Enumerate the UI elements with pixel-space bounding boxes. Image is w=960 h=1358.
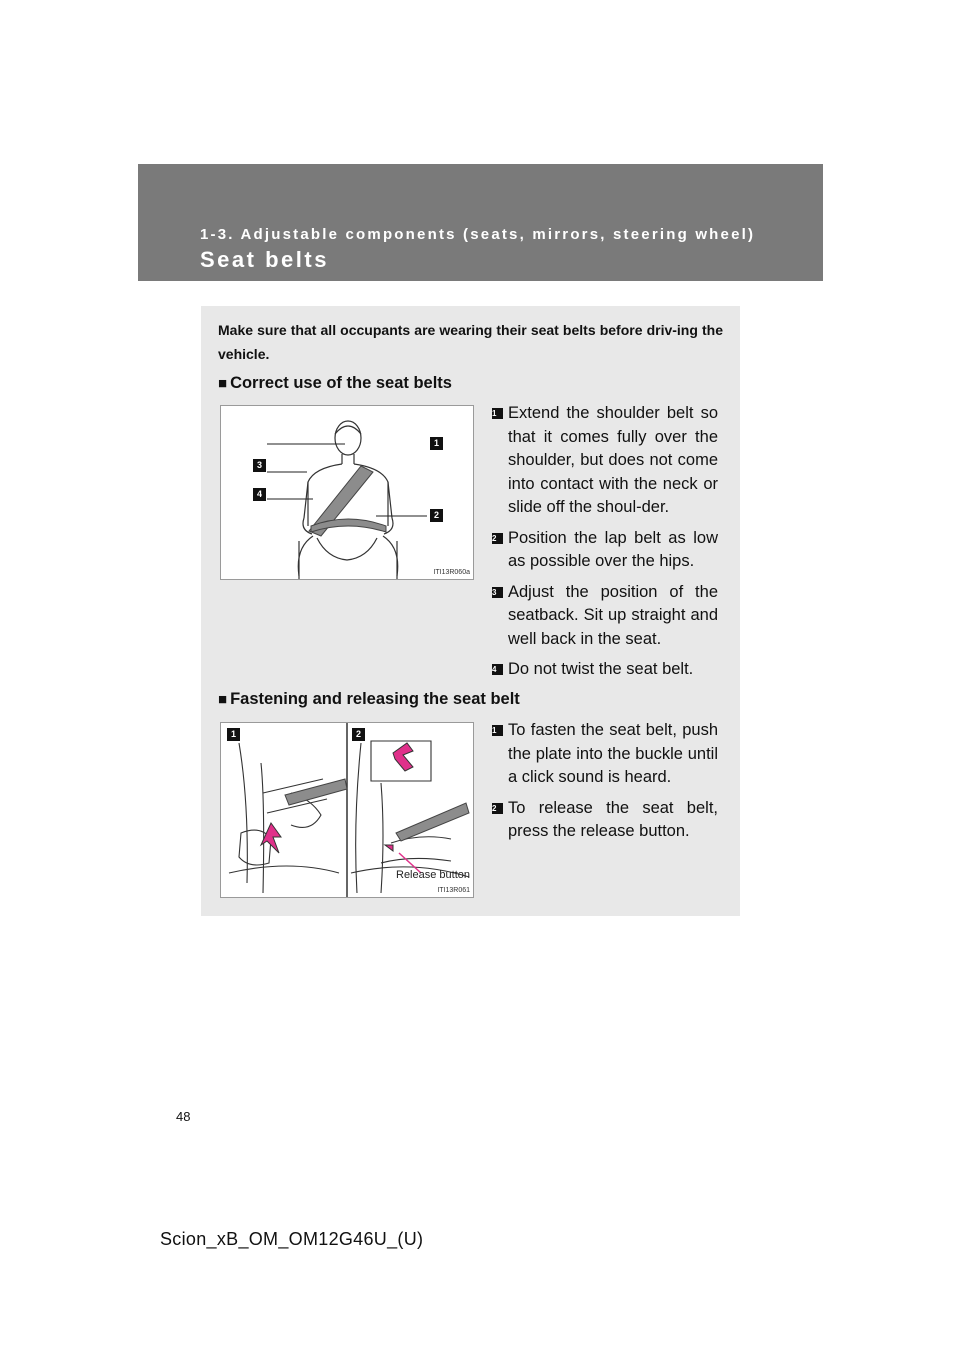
step-text: Do not twist the seat belt. bbox=[508, 660, 694, 678]
section-title: 1-3. Adjustable components (seats, mirrors, steering wheel) bbox=[200, 226, 756, 243]
heading-correct-use bbox=[218, 374, 452, 393]
intro-text: Make sure that all occupants are wearing their seat belts before driv-ing the vehicle. bbox=[218, 322, 723, 362]
heading-correct-use-label: Correct use of the seat belts bbox=[230, 374, 452, 392]
step-text: To release the seat belt, press the release button. bbox=[508, 798, 718, 840]
step-number-icon: 2 bbox=[492, 533, 503, 544]
buckle-figure bbox=[220, 722, 474, 898]
seated-belt-figure bbox=[220, 405, 474, 580]
figure-code: ITI13R060a bbox=[433, 569, 470, 576]
square-bullet-icon: ■ bbox=[218, 691, 228, 708]
step-text: Extend the shoulder belt so that it comes fully over the shoulder, but does not come into contact with the neck or slide off the shoul-der. bbox=[508, 404, 718, 516]
list-item bbox=[492, 797, 718, 844]
step-text: Adjust the position of the seatback. Sit up straight and well back in the seat. bbox=[508, 582, 718, 648]
document-code: Scion_xB_OM_OM12G46U_(U) bbox=[160, 1229, 424, 1249]
list-item bbox=[492, 527, 718, 574]
fastening-steps bbox=[492, 719, 718, 851]
correct-use-steps bbox=[492, 402, 718, 689]
step-number-icon: 3 bbox=[492, 587, 503, 598]
callout-4-icon: 4 bbox=[253, 488, 266, 501]
content-panel bbox=[201, 306, 740, 916]
step-number-icon: 4 bbox=[492, 664, 503, 675]
callout-3-icon: 3 bbox=[253, 459, 266, 472]
list-item bbox=[492, 658, 718, 682]
step-text: Position the lap belt as low as possible over the hips. bbox=[508, 528, 718, 570]
callout-2-icon: 2 bbox=[430, 509, 443, 522]
callout-1-icon: 1 bbox=[430, 437, 443, 450]
page-number: 48 bbox=[176, 1109, 191, 1124]
heading-fastening bbox=[218, 690, 520, 709]
callout-2-icon: 2 bbox=[352, 728, 365, 741]
step-number-icon: 1 bbox=[492, 725, 503, 736]
list-item bbox=[492, 581, 718, 652]
release-button-label: Release button bbox=[396, 869, 470, 881]
heading-fastening-label: Fastening and releasing the seat belt bbox=[230, 690, 520, 708]
list-item bbox=[492, 719, 718, 790]
figure-code: ITI13R061 bbox=[437, 887, 470, 894]
list-item bbox=[492, 402, 718, 520]
step-number-icon: 2 bbox=[492, 803, 503, 814]
page-header bbox=[138, 164, 823, 281]
step-text: To fasten the seat belt, push the plate into the buckle until a click sound is heard. bbox=[508, 721, 718, 786]
callout-1-icon: 1 bbox=[227, 728, 240, 741]
square-bullet-icon: ■ bbox=[218, 375, 228, 392]
page-title: Seat belts bbox=[200, 247, 329, 272]
step-number-icon: 1 bbox=[492, 408, 503, 419]
